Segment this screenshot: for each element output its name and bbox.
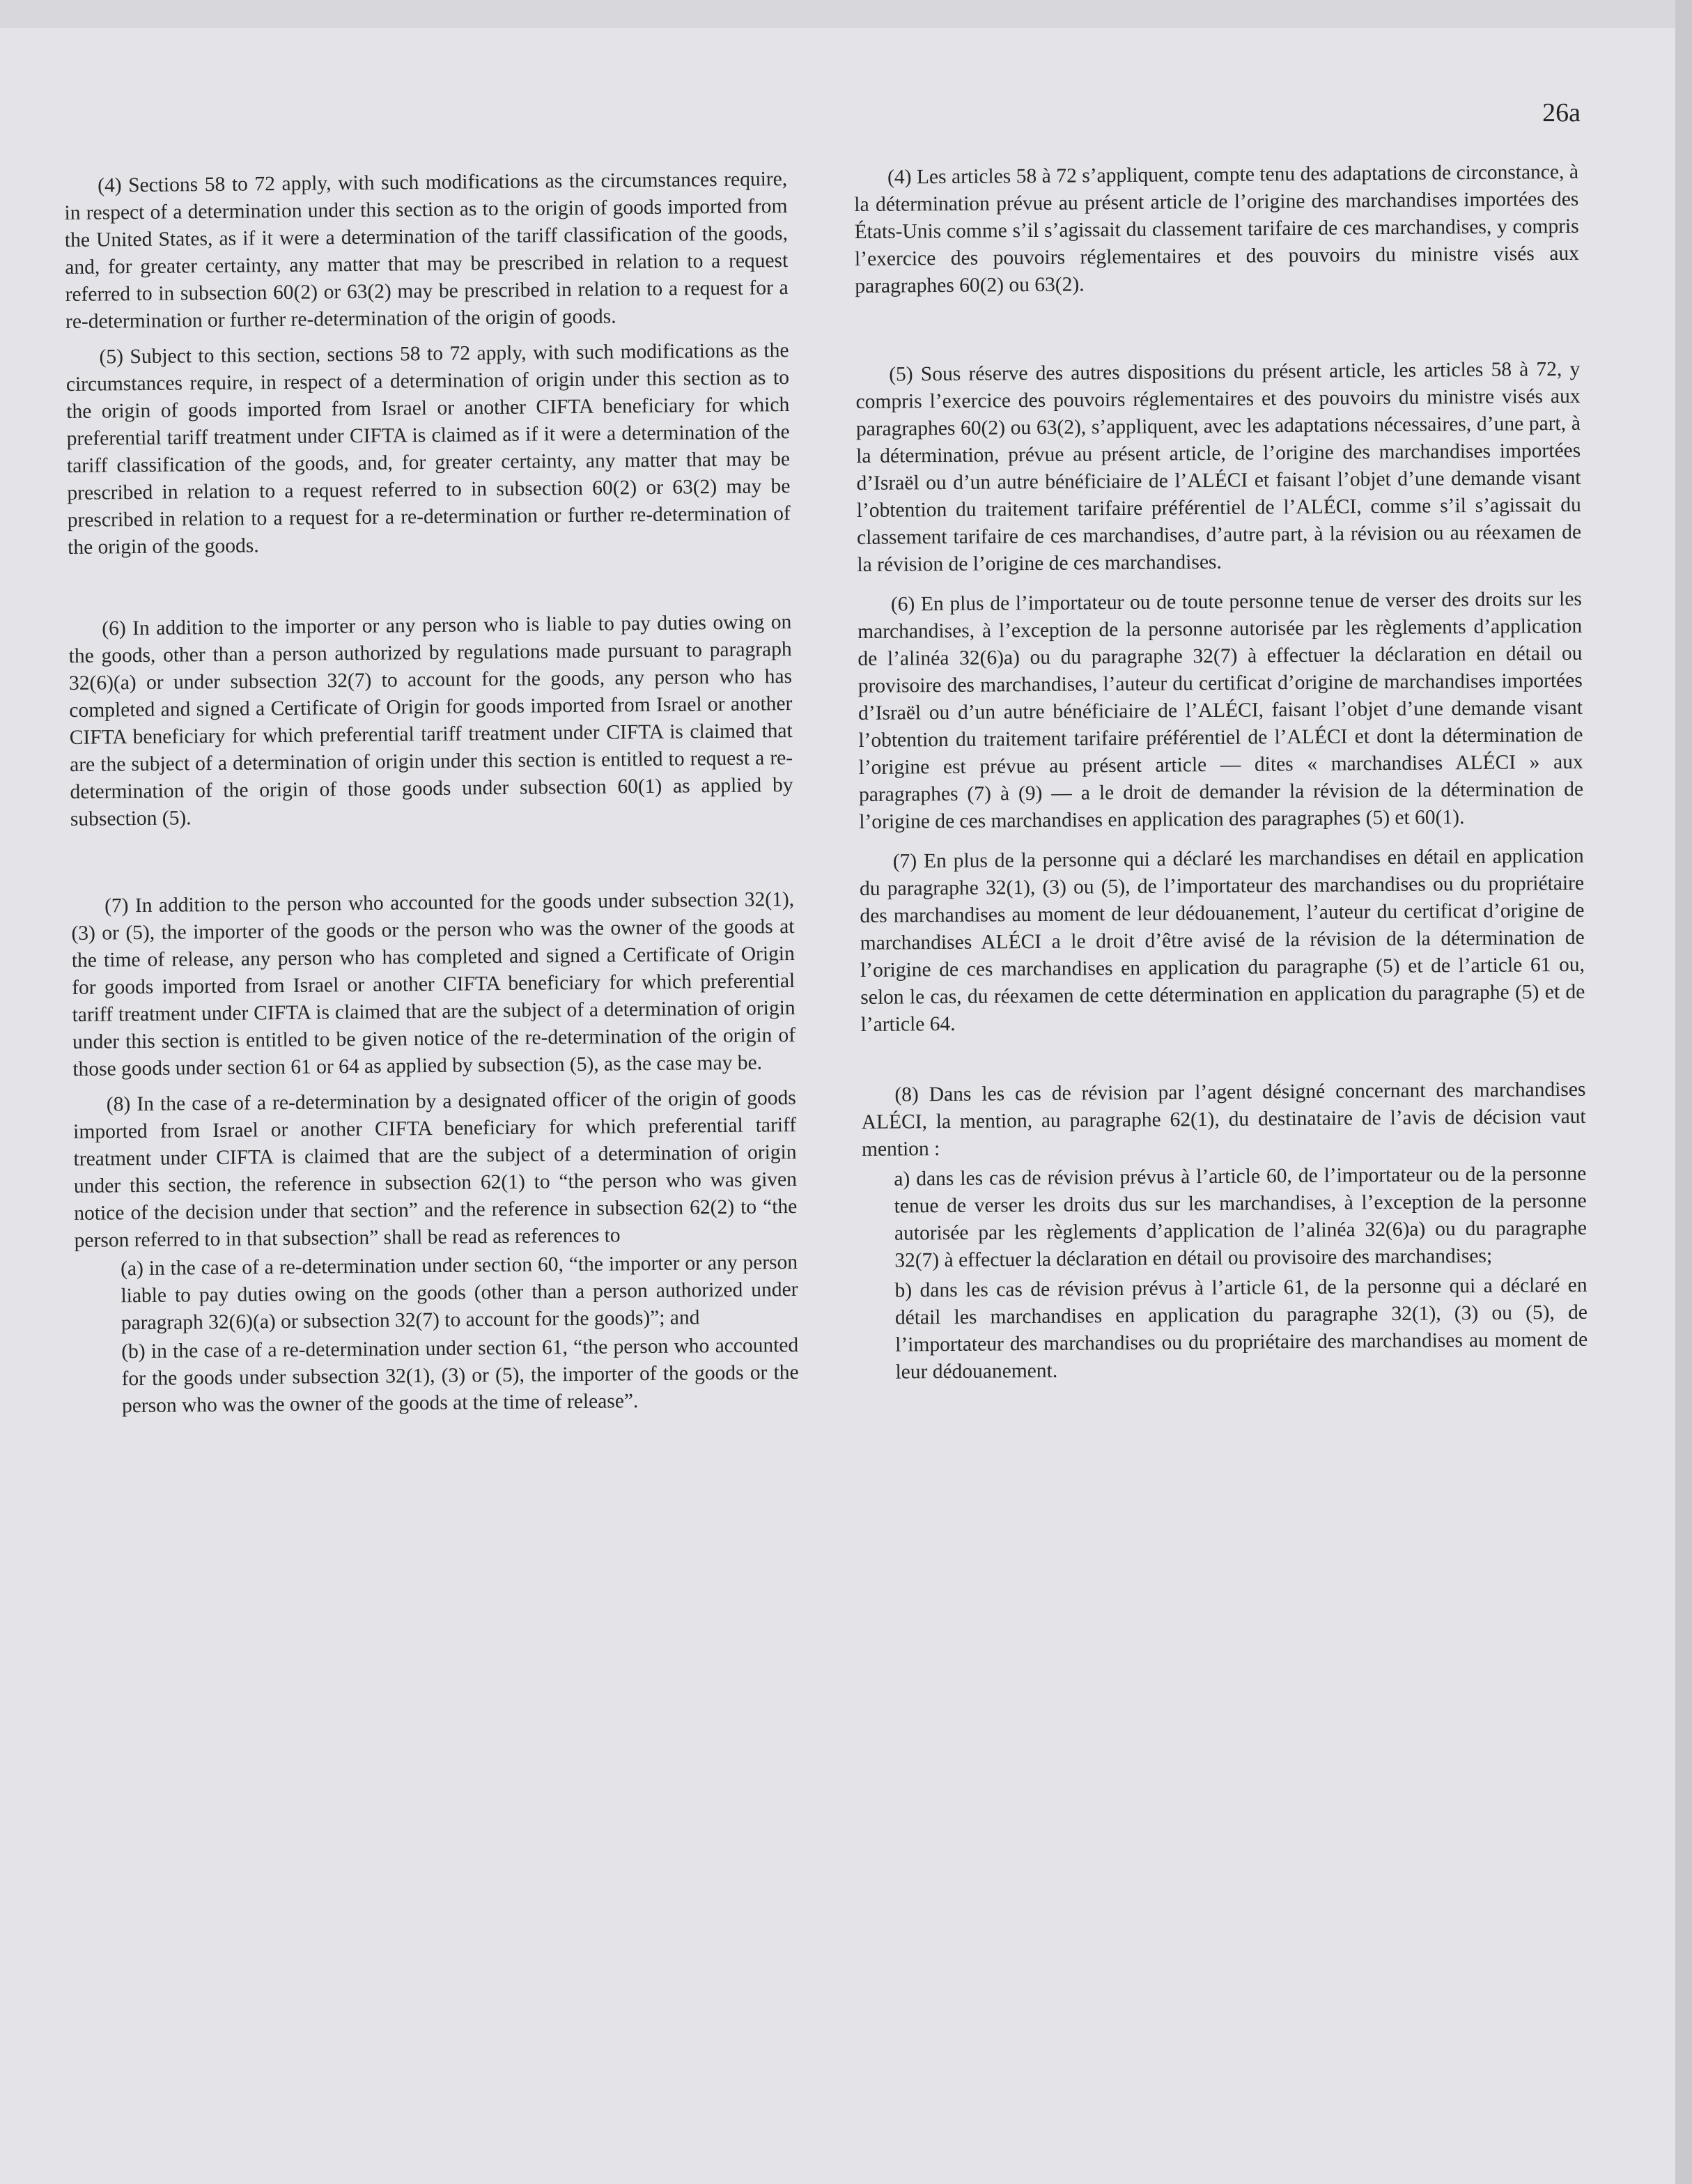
- en-subsection-8-a: (a) in the case of a re-determination under section 60, “the importer or any person liable to pay duties owing on the goods (other than a person authorized under paragraph 32(6)(a) or subsection 32(7) to account for the goods)”; and: [120, 1250, 798, 1335]
- fr-subsection-5: (5) Sous réserve des autres dispositions du présent article, les articles 58 à 72, y compris l’exercice des pouvoirs réglementaires et des pouvoirs du ministre visés aux paragraphes 60(2) ou 63(2), s’appliquent, avec les adaptations nécessaires, d’une part, à la détermination, prévue au présent article, de l’origine des marchandises importées d’Israël ou d’un autre bénéficiaire de l’ALÉCI et faisant l’objet d’une demande visant l’obtention du traitement tarifaire préférentiel de l’ALÉCI, comme s’il s’agissait du classement tarifaire de ces marchandises, d’autre part, à la révision ou au réexamen de la révision de l’origine de ces marchandises.: [855, 357, 1582, 576]
- en-subsection-7: (7) In addition to the person who accounted for the goods under subsection 32(1), (3) or (5), the importer of the goods or the person who was the owner of the goods at the time of release, any person who has completed and signed a Certificate of Origin for goods imported from Israel or another CIFTA beneficiary for which preferential tariff treatment under CIFTA is claimed that are the subject of a determination of origin under this section is entitled to be given notice of the re-determination of the origin of those goods under section 61 or 64 as applied by subsection (5), as the case may be.: [71, 888, 796, 1081]
- fr-subsection-8-b: b) dans les cas de révision prévus à l’article 61, de la personne qui a déclaré en détail les marchandises en application du paragraphe 32(1), (3) ou (5), de l’importateur des marchandises ou du propriétaire des marchandises au moment de leur dédouanement.: [894, 1273, 1588, 1384]
- scan-top-shadow: [0, 0, 1692, 28]
- english-column: [64, 166, 799, 1420]
- en-subsection-8: (8) In the case of a re-determination by a designated officer of the origin of goods imported from Israel or another CIFTA beneficiary for which preferential tariff treatment under CIFTA is claimed that are the subject of a determination of origin under this section, the reference in subsection 62(1) to “the person who was given notice of the decision under that section” and the reference in subsection 62(2) to “the person referred to in that subsection” shall be read as references to: [73, 1086, 798, 1252]
- en-subsection-4: (4) Sections 58 to 72 apply, with such modifications as the circumstances require, in respect of a determination under this section as to the origin of goods imported from the United States, as if it were a determination of the tariff classification of the goods, and, for greater certainty, any matter that may be prescribed in relation to a request referred to in subsection 60(2) or 63(2) may be prescribed in relation to a request for a re-determination or further re-determination of the origin of goods.: [64, 168, 789, 333]
- fr-subsection-8: (8) Dans les cas de révision par l’agent désigné concernant des marchandises ALÉCI, la mention, au paragraphe 62(1), du destinataire de l’avis de décision vaut mention :: [861, 1078, 1586, 1161]
- french-column: [854, 160, 1588, 1386]
- fr-subsection-8-a: a) dans les cas de révision prévus à l’article 60, de l’importateur ou de la personne tenue de verser les droits dus sur les marchandises, à l’exception de la personne autorisée par les règlements d’application de l’alinéa 32(6)a) ou du paragraphe 32(7) à effectuer la déclaration en détail ou provisoire des marchandises;: [894, 1162, 1588, 1272]
- en-subsection-8-b: (b) in the case of a re-determination under section 61, “the person who accounted for the goods under subsection 32(1), (3) or (5), the importer of the goods or the person who was the owner of the goods at the time of release”.: [121, 1333, 799, 1418]
- scan-right-edge: [1675, 0, 1692, 2184]
- en-subsection-6: (6) In addition to the importer or any person who is liable to pay duties owing on the goods, other than a person authorized by regulations made pursuant to paragraph 32(6)(a) or under subsection 32(7) to account for the goods, any person who has completed and signed a Certificate of Origin for goods imported from Israel or another CIFTA beneficiary for which preferential tariff treatment under CIFTA is claimed that are the subject of a determination of origin under this section is entitled to request a re-determination of the origin of those goods under subsection 60(1) as applied by subsection (5).: [68, 611, 793, 830]
- en-subsection-5: (5) Subject to this section, sections 58 to 72 apply, with such modifications as the circumstances require, in respect of a determination of origin under this section as to the origin of goods imported from Israel or another CIFTA beneficiary for which preferential tariff treatment under CIFTA is claimed as if it were a determination of the tariff classification of the goods, and, for greater certainty, any matter that may be prescribed in relation to a request referred to in subsection 60(2) or 63(2) may be prescribed in relation to a request for a re-determination or further re-determination of the origin of the goods.: [65, 339, 791, 559]
- fr-subsection-6: (6) En plus de l’importateur ou de toute personne tenue de verser des droits sur les marchandises, à l’exception de la personne autorisée par les règlements d’application de l’alinéa 32(6)a) ou du paragraphe 32(7) à effectuer la déclaration en détail ou provisoire des marchandises, l’auteur du certificat d’origine de marchandises importées d’Israël ou d’un autre bénéficiaire de l’ALÉCI, faisant l’objet d’une demande visant l’obtention du traitement tarifaire préférentiel de l’ALÉCI et dont la détermination de l’origine est prévue au présent article — dites « marchandises ALÉCI » aux paragraphes (7) à (9) — a le droit de demander la révision de la détermination de l’origine de ces marchandises en application des paragraphes (5) et 60(1).: [857, 587, 1584, 833]
- page-number: 26a: [1542, 98, 1581, 127]
- fr-subsection-7: (7) En plus de la personne qui a déclaré les marchandises en détail en application du paragraphe 32(1), (3) ou (5), de l’importateur des marchandises ou du propriétaire des marchandises au moment de leur dédouanement, l’auteur du certificat d’origine de marchandises ALÉCI a le droit d’être avisé de la révision de la détermination de l’origine de ces marchandises en application du paragraphe (5) et de l’article 61 ou, selon le cas, du réexamen de cette détermination en application du paragraphe (5) et de l’article 64.: [859, 844, 1585, 1036]
- fr-subsection-4: (4) Les articles 58 à 72 s’appliquent, compte tenu des adaptations de circonstance, à la détermination prévue au présent article de l’origine des marchandises importées des États-Unis comme s’il s’agissait du classement tarifaire de ces marchandises, y compris l’exercice des pouvoirs réglementaires et des pouvoirs du ministre visés aux paragraphes 60(2) ou 63(2).: [854, 160, 1580, 297]
